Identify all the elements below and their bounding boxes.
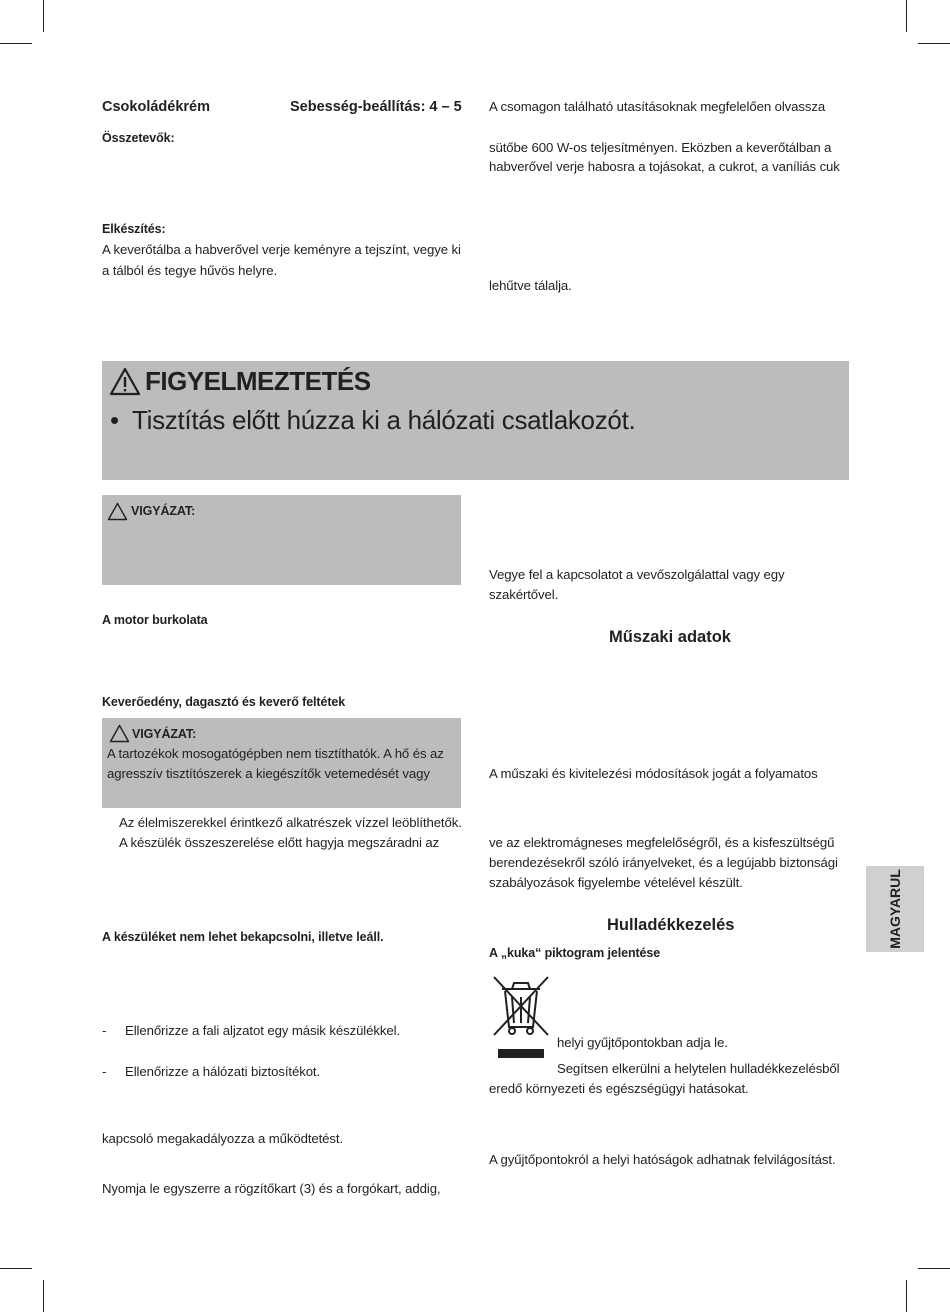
bullet: • [110,405,119,435]
rinse-line: Az élelmiszerekkel érintkező alkatrészek vízzel leöblíthetők. [119,815,462,830]
tech-line: A műszaki és kivitelezési módosítások jogát a folyamatos [489,766,818,781]
crop-mark [918,1268,950,1269]
warning-title: FIGYELMEZTETÉS [145,366,371,396]
trouble-heading: A készüléket nem lehet bekapcsolni, illetve leáll. [102,930,384,944]
instruction-line: sütőbe 600 W-os teljesítményen. Eközben a keverőtálban a [489,140,832,155]
contact-line: szakértővel. [489,587,559,602]
crop-mark [918,43,950,44]
recipe-title: Csokoládékrém [102,99,210,115]
crop-mark [906,1280,907,1312]
caution-label: VIGYÁZAT: [131,504,196,518]
bowl-heading: Keverőedény, dagasztó és keverő feltétek [102,695,346,709]
instruction-line: habverővel verje habosra a tojásokat, a cukrot, a vaníliás cuk [489,159,840,174]
preparation-line: a tálból és tegye hűvös helyre. [102,263,278,278]
check-item-dash: - [102,1064,107,1079]
avoid-line: Segítsen elkerülni a helytelen hulladékkezelésből [557,1061,840,1076]
directive-line: szabályozások figyelembe vételével készült. [489,875,743,890]
motor-heading: A motor burkolata [102,613,208,627]
warning-triangle-icon [109,367,141,396]
collect-line: helyi gyűjtőpontokban adja le. [557,1035,728,1050]
caution-line: A tartozékok mosogatógépben nem tisztíthatók. A hő és az [107,746,444,761]
check-item-dash: - [102,1023,107,1038]
speed-setting: Sebesség-beállítás: 4 – 5 [290,99,462,115]
preparation-line: A keverőtálba a habverővel verje keményre a tejszínt, vegye ki [102,242,461,257]
authority-line: A gyűjtőpontokról a helyi hatóságok adhatnak felvilágosítást. [489,1152,836,1167]
avoid-line: eredő környezeti és egészségügyi hatásokat. [489,1081,749,1096]
contact-line: Vegye fel a kapcsolatot a vevőszolgálattal vagy egy [489,567,785,582]
crop-mark [0,1268,32,1269]
crop-mark [43,1280,44,1312]
waste-heading: Hulladékkezelés [607,916,735,934]
crop-mark [0,43,32,44]
warning-text: Tisztítás előtt húzza ki a hálózati csatlakozót. [132,405,636,435]
instruction-line: A csomagon található utasításoknak megfelelően olvassza [489,99,826,114]
check-item: Ellenőrizze a fali aljzatot egy másik készülékkel. [125,1023,400,1038]
warning-triangle-icon [109,724,130,743]
switch-line: kapcsoló megakadályozza a működtetést. [102,1131,344,1146]
instruction-line: lehűtve tálalja. [489,278,572,293]
language-tab-label: MAGYARUL [887,869,903,949]
directive-line: berendezésekről szóló irányelveket, és a legújabb biztonsági [489,855,838,870]
bin-heading: A „kuka“ piktogram jelentése [489,946,661,960]
directive-line: ve az elektromágneses megfelelőségről, és a kisfeszültségű [489,835,835,850]
crossed-bin-icon [490,973,552,1061]
crop-mark [906,0,907,32]
crop-mark [43,0,44,32]
language-tab [866,866,924,952]
preparation-label: Elkészítés: [102,222,166,236]
caution-label: VIGYÁZAT: [132,727,197,741]
rinse-line: A készülék összeszerelése előtt hagyja megszáradni az [119,835,440,850]
press-line: Nyomja le egyszerre a rögzítőkart (3) és a forgókart, addig, [102,1181,441,1196]
tech-heading: Műszaki adatok [609,628,731,646]
check-item: Ellenőrizze a hálózati biztosítékot. [125,1064,321,1079]
warning-text-row [110,405,635,436]
warning-triangle-icon [107,502,128,521]
ingredients-label: Összetevők: [102,131,175,145]
caution-line: agresszív tisztítószerek a kiegészítők vetemedését vagy [107,766,430,781]
